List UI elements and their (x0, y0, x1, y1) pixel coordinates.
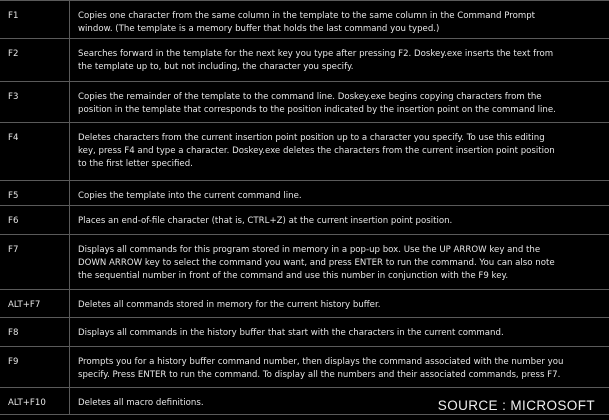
description-line: key, press F4 and type a character. Doskey.exe deletes the characters from the current insertion point position (78, 146, 555, 156)
description-line: Copies the template into the current command line. (78, 191, 302, 201)
key-cell: ALT+F10 (0, 388, 70, 414)
description-line: Searches forward in the template for the next key you type after pressing F2. Doskey.exe inserts the text from (78, 49, 554, 59)
table-row-alt-f7 (0, 290, 609, 318)
description-cell (70, 82, 609, 122)
description-line: Deletes all commands stored in memory for the current history buffer. (78, 300, 381, 310)
table-row-f1 (0, 1, 609, 39)
key-cell: F9 (0, 347, 70, 387)
key-cell: ALT+F7 (0, 290, 70, 317)
table-row-f8 (0, 318, 609, 347)
description-cell (70, 318, 609, 346)
key-cell: F8 (0, 318, 70, 346)
key-cell: F2 (0, 39, 70, 81)
description-cell (70, 181, 609, 205)
description-line: specify. Press ENTER to run the command. To display all the numbers and their associated commands, press F7. (78, 370, 561, 380)
description-line: Displays all commands for this program stored in memory in a pop-up box. Use the UP ARROW key and the (78, 245, 541, 255)
description-line: Prompts you for a history buffer command number, then displays the command associated with the number you (78, 357, 564, 367)
description-line: Deletes all macro definitions. (78, 398, 204, 408)
description-cell (70, 123, 609, 180)
description-line: Displays all commands in the history buffer that start with the characters in the current command. (78, 328, 504, 338)
key-cell: F5 (0, 181, 70, 205)
description-cell (70, 235, 609, 289)
description-line: the sequential number in front of the command and use this number in conjunction with the F9 key. (78, 271, 509, 281)
description-line: window. (The template is a memory buffer that holds the last command you typed.) (78, 24, 440, 34)
description-line: Copies the remainder of the template to the command line. Doskey.exe begins copying characters from the (78, 92, 542, 102)
source-caption: SOURCE : MICROSOFT (437, 398, 595, 413)
key-cell: F3 (0, 82, 70, 122)
table-row-f7 (0, 235, 609, 290)
description-line: Deletes characters from the current insertion point position up to a character you specify. To use this editing (78, 133, 545, 143)
key-cell: F1 (0, 1, 70, 38)
table-row-f2 (0, 39, 609, 82)
description-line: position in the template that corresponds to the position indicated by the insertion point on the command line. (78, 105, 556, 115)
table-row-f4 (0, 123, 609, 181)
description-line: DOWN ARROW key to select the command you want, and press ENTER to run the command. You can also note (78, 258, 555, 268)
description-line: to the first letter specified. (78, 159, 193, 169)
key-cell: F4 (0, 123, 70, 180)
table-row-f3 (0, 82, 609, 123)
description-cell (70, 347, 609, 387)
table-row-f5 (0, 181, 609, 206)
key-cell: F7 (0, 235, 70, 289)
description-line: Places an end-of-file character (that is, CTRL+Z) at the current insertion point position. (78, 216, 453, 226)
description-cell (70, 206, 609, 234)
table-row-f6 (0, 206, 609, 235)
description-cell (70, 1, 609, 38)
description-cell (70, 39, 609, 81)
description-line: the template up to, but not including, the character you specify. (78, 62, 354, 72)
key-cell: F6 (0, 206, 70, 234)
description-cell (70, 290, 609, 317)
table-row-f9 (0, 347, 609, 388)
description-line: Copies one character from the same column in the template to the same column in the Command Prompt (78, 11, 536, 21)
